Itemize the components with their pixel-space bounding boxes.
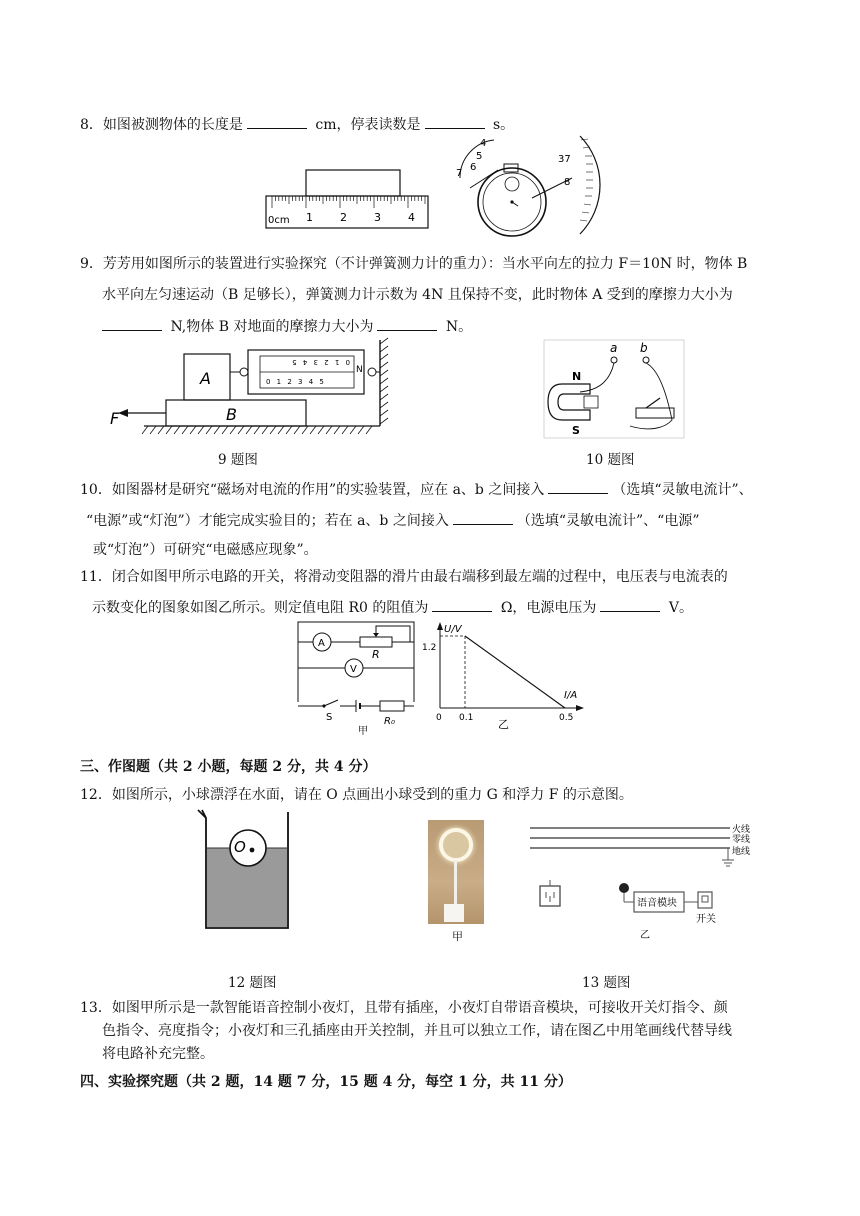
hatch-line: [350, 426, 356, 434]
svg-text:N: N: [572, 370, 582, 383]
q11-line1: 11．闭合如图甲所示电路的开关，将滑动变阻器的滑片由最右端移到最左端的过程中，电压表与电流表的: [80, 569, 728, 585]
hatch-line: [246, 426, 252, 434]
ruler-label-3: 3: [374, 211, 381, 224]
answer-blank[interactable]: [453, 510, 513, 525]
svg-text:7: 7: [456, 168, 463, 179]
hatch-line: [278, 426, 284, 434]
svg-text:S: S: [572, 424, 580, 437]
answer-blank[interactable]: [548, 479, 608, 494]
q13-line3: 将电路补充完整。: [102, 1046, 214, 1062]
q11-graph: [422, 620, 592, 730]
hatch-line: [310, 426, 316, 434]
q12-caption: 12 题图: [228, 975, 277, 991]
svg-text:a: a: [610, 341, 618, 355]
q9-figure: [110, 340, 395, 440]
big-dial-arc: [580, 136, 600, 234]
answer-blank[interactable]: [432, 597, 492, 612]
hatch-line: [270, 426, 276, 434]
switch-box: [698, 892, 712, 908]
q10-line2: “电源”或“灯泡”）才能完成实验目的；若在 a、b 之间接入 （选填“灵敏电流计”、“电源”: [86, 510, 699, 531]
q9-line1: 9．芳芳用如图所示的装置进行实验探究（不计弹簧测力计的重力）：当水平向左的拉力 F＝10N 时，物体 B: [80, 256, 748, 272]
hatch-line: [380, 410, 388, 416]
svg-text:地线: 地线: [732, 847, 751, 857]
lamp-ring: [439, 828, 473, 862]
q9-line3: N,物体 B 对地面的摩擦力大小为 N。: [102, 316, 472, 337]
hatch-line: [358, 426, 364, 434]
svg-text:A: A: [200, 369, 211, 388]
svg-text:0 1 2 3 4 5: 0 1 2 3 4 5: [266, 378, 326, 386]
q13-line2: 色指令、亮度指令；小夜灯和三孔插座由开关控制，并且可以独立工作，请在图乙中用笔画线代替导线: [102, 1023, 732, 1039]
q12-beaker: [196, 808, 296, 934]
q13-wiring: [516, 822, 764, 942]
hatch-line: [166, 426, 172, 434]
svg-text:零线: 零线: [732, 835, 751, 845]
hatch-line: [366, 426, 372, 434]
q10-caption: 10 题图: [586, 452, 635, 468]
measured-object: [306, 170, 400, 196]
hatch-line: [326, 426, 332, 434]
svg-text:F: F: [110, 409, 120, 428]
q10-line3: 或“灯泡”）可研究“电磁感应现象”。: [93, 542, 318, 558]
svg-text:S: S: [326, 712, 333, 723]
answer-blank[interactable]: [247, 114, 307, 129]
y-tick-label: 1.2: [422, 643, 437, 653]
q9-caption: 9 题图: [218, 452, 258, 468]
hatch-line: [302, 426, 308, 434]
answer-blank[interactable]: [425, 114, 485, 129]
svg-text:N: N: [356, 365, 363, 375]
q13-lamp-caption: 甲: [452, 930, 463, 943]
hatch-line: [198, 426, 204, 434]
hatch-line: [150, 426, 156, 434]
answer-blank[interactable]: [600, 597, 660, 612]
svg-text:R: R: [372, 648, 380, 661]
q11-line2: 示数变化的图象如图乙所示。则定值电阻 R0 的阻值为 Ω，电源电压为 V。: [92, 597, 693, 618]
hatch-line: [238, 426, 244, 434]
svg-text:甲: 甲: [358, 726, 368, 737]
hatch-line: [380, 362, 388, 368]
hatch-line: [206, 426, 212, 434]
svg-text:0 1 2 3 4 5: 0 1 2 3 4 5: [290, 358, 350, 366]
svg-text:4: 4: [480, 138, 487, 149]
svg-text:8: 8: [564, 177, 571, 188]
ruler-label-2: 2: [340, 211, 347, 224]
q11-circuit: [296, 620, 426, 738]
svg-text:火线: 火线: [732, 825, 751, 835]
q10-line1: 10．如图器材是研究“磁场对电流的作用”的实验装置，应在 a、b 之间接入 （选填“灵敏电流计”、: [80, 479, 753, 500]
svg-text:37: 37: [558, 154, 571, 165]
ruler-label-0: 0cm: [268, 215, 290, 226]
ruler-label-1: 1: [306, 211, 313, 224]
svg-text:开关: 开关: [696, 914, 716, 925]
hatch-line: [174, 426, 180, 434]
svg-text:6: 6: [470, 162, 477, 173]
answer-blank[interactable]: [377, 316, 437, 331]
svg-text:语音模块: 语音模块: [637, 898, 677, 909]
hatch-line: [222, 426, 228, 434]
svg-text:A: A: [318, 638, 325, 649]
rheostat: [360, 637, 392, 647]
graph-ylabel: U/V: [444, 624, 462, 635]
hatch-line: [334, 426, 340, 434]
section4-title: 四、实验探究题（共 2 题，14 题 7 分，15 题 4 分，每空 1 分，共 11 分）: [80, 1074, 572, 1090]
q10-figure: [540, 340, 690, 440]
hatch-line: [380, 418, 388, 424]
svg-text:O: O: [234, 838, 246, 856]
hatch-line: [142, 426, 148, 434]
ruler-label-4: 4: [408, 211, 415, 224]
hatch-line: [190, 426, 196, 434]
lamp-base: [444, 904, 464, 922]
hatch-line: [230, 426, 236, 434]
lamp-stem: [454, 860, 457, 904]
q8-text: 8．如图被测物体的长度是 cm，停表读数是 s。: [80, 114, 514, 135]
svg-text:乙: 乙: [498, 718, 509, 731]
svg-text:V: V: [350, 664, 357, 675]
hatch-line: [380, 338, 388, 344]
hatch-line: [380, 402, 388, 408]
graph-series-line: [465, 636, 565, 708]
hatch-line: [158, 426, 164, 434]
svg-text:R₀: R₀: [384, 716, 395, 727]
x-tick-0: 0: [436, 713, 442, 723]
svg-text:b: b: [640, 341, 648, 355]
answer-blank[interactable]: [102, 316, 162, 331]
svg-text:B: B: [226, 405, 237, 424]
x-tick-05: 0.5: [559, 713, 574, 723]
hatch-line: [380, 370, 388, 376]
resistor-r0: [380, 701, 404, 711]
q13-caption: 13 题图: [582, 975, 631, 991]
hatch-line: [254, 426, 260, 434]
hatch-line: [214, 426, 220, 434]
ruler-figure: [262, 170, 432, 230]
switch-base: [636, 408, 674, 418]
hatch-line: [380, 378, 388, 384]
hatch-line: [380, 386, 388, 392]
svg-text:5: 5: [476, 151, 483, 162]
hatch-line: [286, 426, 292, 434]
hatch-line: [182, 426, 188, 434]
q9-line2: 水平向左匀速运动（B 足够长），弹簧测力计示数为 4N 且保持不变，此时物体 A 受到的摩擦力大小为: [102, 287, 733, 303]
lamp-bulb: [619, 883, 629, 893]
q13-lamp-photo: [428, 820, 484, 924]
x-tick-01: 0.1: [459, 713, 474, 723]
q13-line1: 13．如图甲所示是一款智能语音控制小夜灯，且带有插座，小夜灯自带语音模块，可接收开关灯指令、颜: [80, 1000, 728, 1016]
hatch-line: [262, 426, 268, 434]
svg-text:乙: 乙: [640, 930, 650, 941]
graph-xlabel: I/A: [564, 690, 578, 701]
hatch-line: [318, 426, 324, 434]
hatch-line: [380, 354, 388, 360]
hatch-line: [380, 394, 388, 400]
stopwatch-figure: [440, 130, 600, 242]
hatch-line: [380, 346, 388, 352]
section3-title: 三、作图题（共 2 小题，每题 2 分，共 4 分）: [80, 759, 377, 775]
q12-text: 12．如图所示，小球漂浮在水面，请在 O 点画出小球受到的重力 G 和浮力 F 的示意图。: [80, 787, 633, 803]
hatch-line: [342, 426, 348, 434]
hatch-line: [294, 426, 300, 434]
